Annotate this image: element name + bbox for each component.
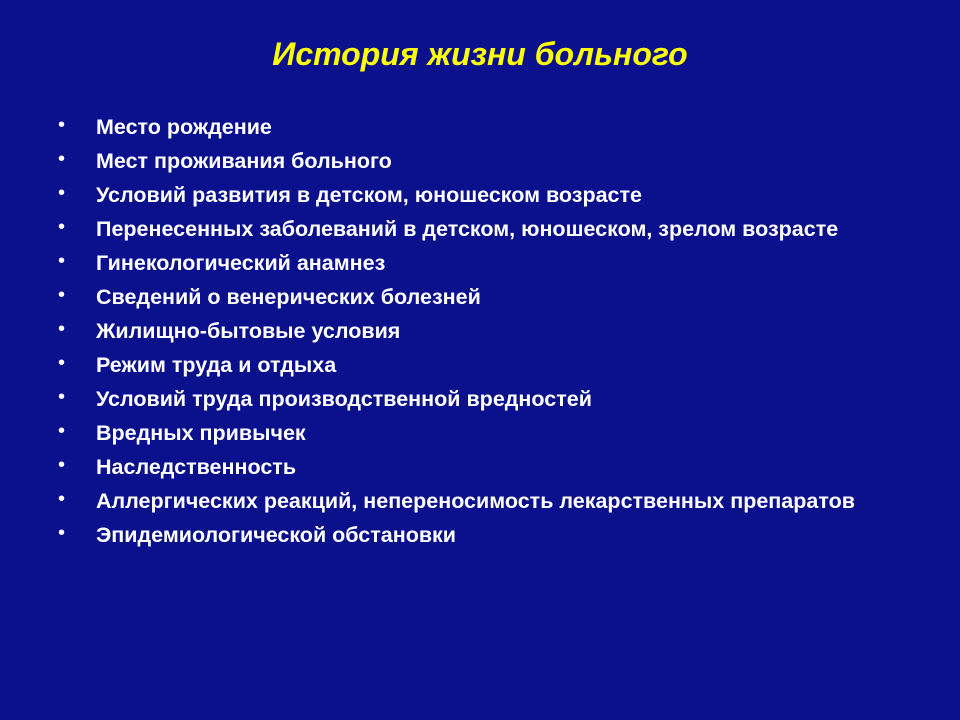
bullet-item [56,250,916,277]
bullet-item [56,386,916,413]
bullet-item [56,148,916,175]
bullet-icon: • [58,522,66,544]
bullet-text: Жилищно-бытовые условия [96,319,401,343]
bullet-text: Гинекологический анамнез [96,251,386,275]
bullet-icon: • [58,454,66,476]
bullet-text: Режим труда и отдыха [96,353,337,377]
bullet-text: Место рождение [96,115,272,139]
bullet-item [56,352,916,379]
bullet-item [56,114,916,141]
bullet-icon: • [58,250,66,272]
bullet-item [56,284,916,311]
bullet-item [56,420,916,447]
bullet-item [56,318,916,345]
bullet-item [56,216,916,243]
bullet-list [56,114,916,556]
bullet-icon: • [58,182,66,204]
bullet-icon: • [58,216,66,238]
bullet-item [56,454,916,481]
bullet-icon: • [58,488,66,510]
bullet-item [56,488,916,515]
bullet-text: Перенесенных заболеваний в детском, юношеском, зрелом возрасте [96,217,839,241]
bullet-icon: • [58,420,66,442]
bullet-icon: • [58,148,66,170]
bullet-icon: • [58,114,66,136]
bullet-icon: • [58,386,66,408]
bullet-text: Условий труда производственной вредностей [96,387,592,411]
bullet-item [56,522,916,549]
bullet-text: Наследственность [96,455,297,479]
bullet-text: Аллергических реакций, непереносимость лекарственных препаратов [96,489,855,513]
bullet-text: Сведений о венерических болезней [96,285,481,309]
bullet-item [56,182,916,209]
bullet-icon: • [58,352,66,374]
bullet-text: Условий развития в детском, юношеском возрасте [96,183,642,207]
bullet-text: Вредных привычек [96,421,306,445]
bullet-text: Эпидемиологической обстановки [96,523,457,547]
slide-title: История жизни больного [272,36,688,72]
bullet-icon: • [58,284,66,306]
bullet-text: Мест проживания больного [96,149,392,173]
bullet-icon: • [58,318,66,340]
